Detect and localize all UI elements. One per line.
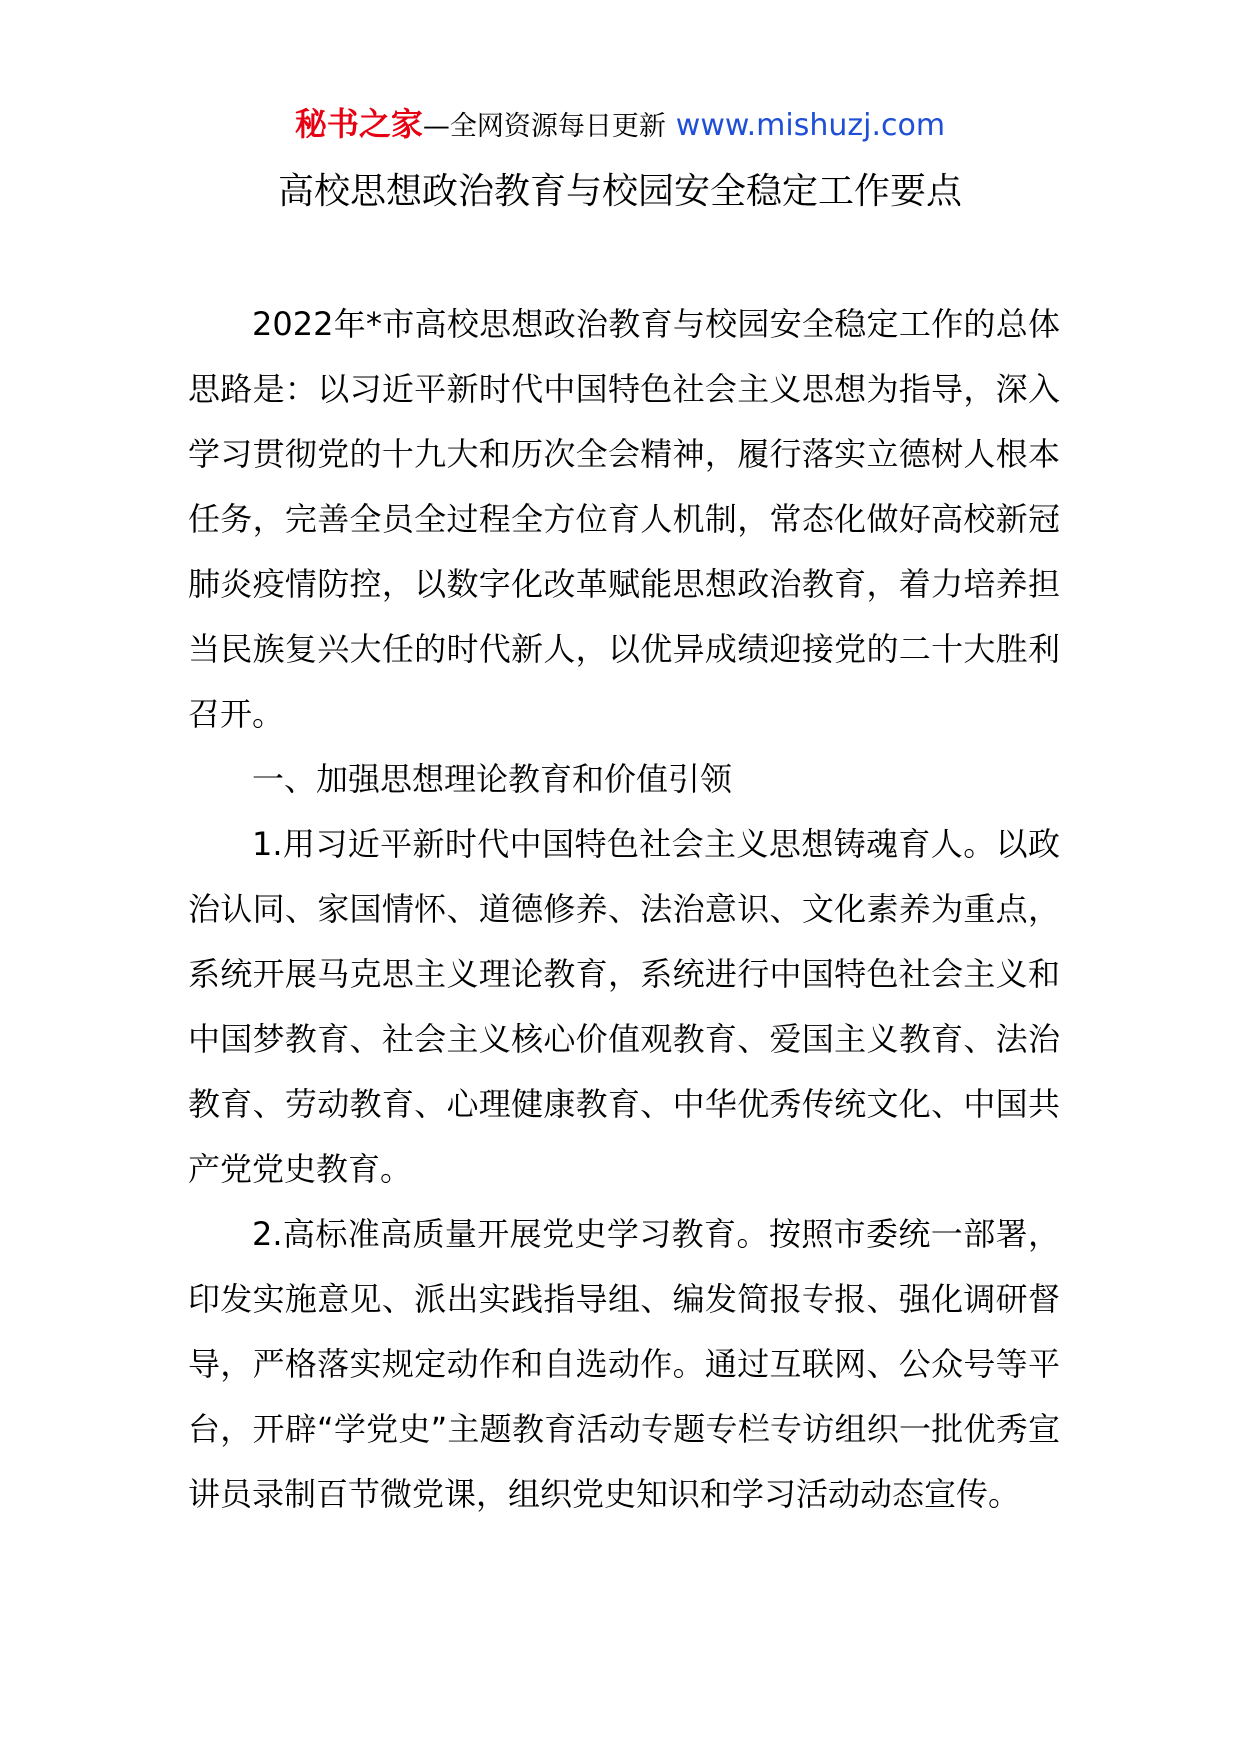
section-heading-1: 一、加强思想理论教育和价值引领: [252, 760, 733, 798]
page-header: [0, 102, 1240, 149]
brand-name: 秘书之家: [294, 105, 423, 143]
header-slogan: —全网资源每日更新: [422, 111, 666, 142]
document-title: 高校思想政治教育与校园安全稳定工作要点: [277, 171, 962, 212]
site-url-link[interactable]: www.mishuzj.com: [675, 108, 946, 143]
paragraph-item-1: 1.用习近平新时代中国特色社会主义思想铸魂育人。以政治认同、家国情怀、道德修养、法治意识、文化素养为重点，系统开展马克思主义理论教育，系统进行中国特色社会主义和中国梦教育、社会主义核心价值观教育、爱国主义教育、法治教育、劳动教育、心理健康教育、中华优秀传统文化、中国共产党党史教育。: [188, 825, 1060, 1188]
paragraph-item-2: 2.高标准高质量开展党史学习教育。按照市委统一部署，印发实施意见、派出实践指导组、编发简报专报、强化调研督导，严格落实规定动作和自选动作。通过互联网、公众号等平台，开辟“学党史”主题教育活动专题专栏专访组织一批优秀宣讲员录制百节微党课，组织党史知识和学习活动动态宣传。: [188, 1215, 1060, 1513]
paragraph-intro: 2022年*市高校思想政治教育与校园安全稳定工作的总体思路是：以习近平新时代中国特色社会主义思想为指导，深入学习贯彻党的十九大和历次全会精神，履行落实立德树人根本任务，完善全员全过程全方位育人机制，常态化做好高校新冠肺炎疫情防控，以数字化改革赋能思想政治教育，着力培养担当民族复兴大任的时代新人，以优异成绩迎接党的二十大胜利召开。: [188, 305, 1060, 733]
document-body: [188, 292, 1060, 1527]
